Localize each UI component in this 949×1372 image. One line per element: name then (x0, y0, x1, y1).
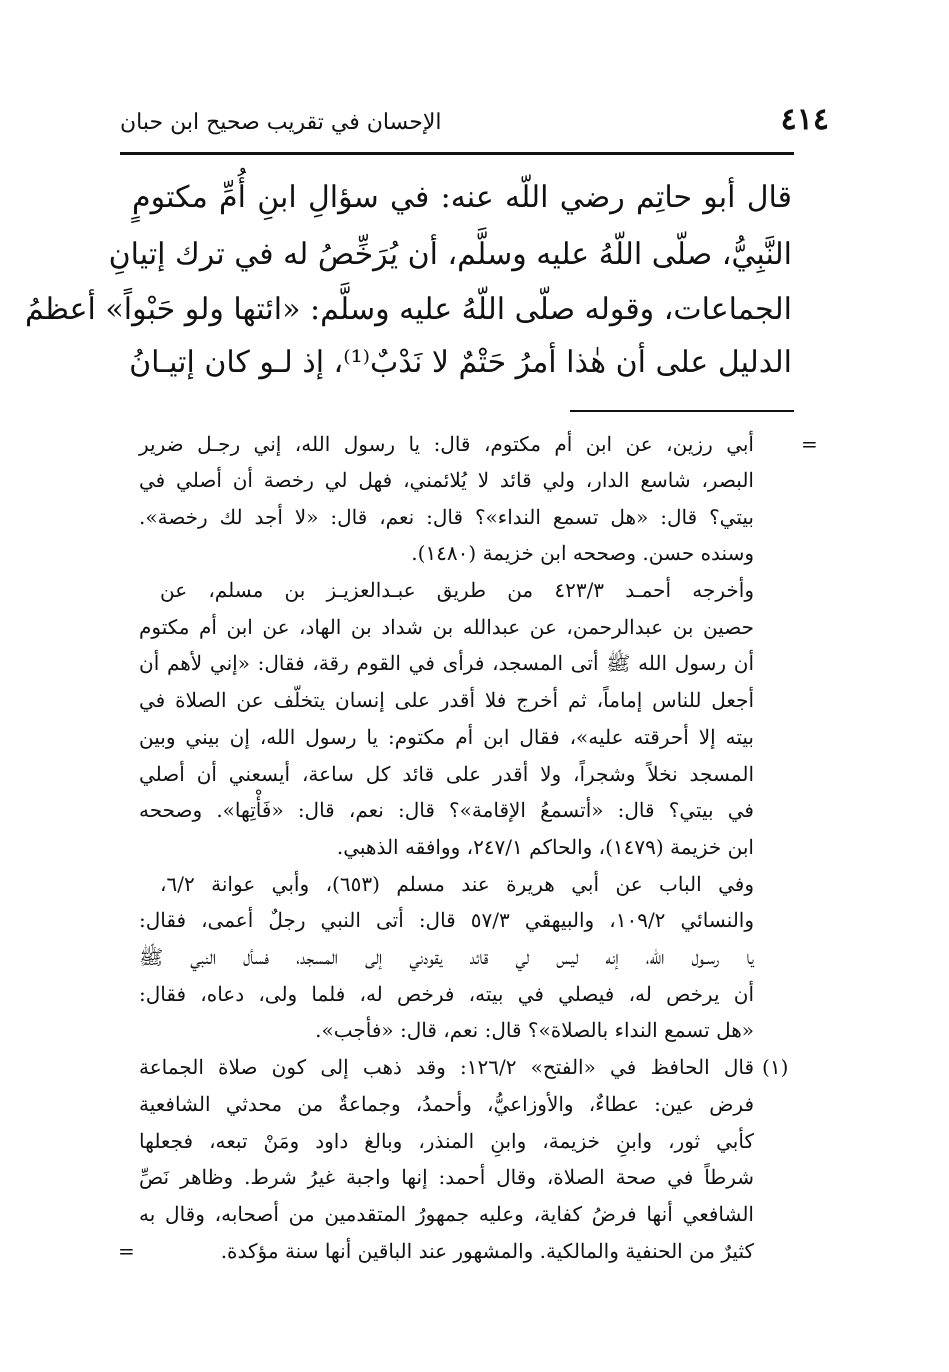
footnote-line: «هل تسمع النداء بالصلاة»؟ قال: نعم، قال: «فأجب». (315, 1018, 754, 1042)
footnote-line: أبي رزين، عن ابن أم مكتوم، قال: يا رسول الله، إني رجـل ضرير (139, 432, 754, 456)
header-divider (120, 152, 794, 155)
main-text-line: النَّبِيُّ، صلّى اللّهُ عليه وسلَّم، أن يُرَخِّصُ له في ترك إتيانِ (108, 237, 792, 272)
footnote-number: (١) (762, 1055, 789, 1079)
footnote-line: أن يرخص له، فيصلي في بيته، فرخص له، فلما ولى، دعاه، فقال: (139, 982, 754, 1006)
footnote-line: فرض عين: عطاءٌ، والأوزاعيُّ، وأحمدُ، وجماعةٌ من محدثي الشافعية (139, 1092, 754, 1116)
footnote-line: وسنده حسن. وصححه ابن خزيمة (١٤٨٠). (411, 541, 754, 565)
footnote-line: شرطاً في صحة الصلاة، وقال أحمد: إنها واجبة غيرُ شرط. وظاهر نَصِّ (139, 1165, 754, 1189)
footnote-line: ابن خزيمة (١٤٧٩)، والحاكم ٢٤٧/١، ووافقه الذهبي. (336, 835, 754, 859)
footnote-line: والنسائي ١٠٩/٢، والبيهقي ٥٧/٣ قال: أتى النبي رجلٌ أعمى، فقال: (139, 908, 755, 932)
footnote-line: الشافعي أنها فرضُ كفاية، وعليه جمهورُ المتقدمين من أصحابه، وقال به (139, 1202, 754, 1226)
page-number: ٤١٤ (780, 102, 829, 137)
footnote-line: يا رسـول الله، إنه ليس لي قائد يقودني إلى المسجد، فسأل النبي ﷺ (139, 945, 754, 969)
footnote-line: كثيرٌ من الحنفية والمالكية. والمشهور عند الباقين أنها سنة مؤكدة. (220, 1239, 754, 1263)
main-text-line: قال أبو حاتِم رضي اللّه عنه: في سؤالِ ابنِ أُمِّ مكتومٍ (132, 180, 792, 215)
footnote-line: البصر، شاسع الدار، ولي قائد لا يُلائمني، فهل لي رخصة أن أصلي في (139, 468, 754, 492)
footnote-line: كأبي ثور، وابنِ خزيمة، وابنِ المنذر، وبالغ داود ومَنْ تبعه، فجعلها (139, 1129, 754, 1153)
continuation-marker: = (801, 432, 818, 456)
footnote-line: قال الحافظ في «الفتح» ١٢٦/٢: وقد ذهب إلى كون صلاة الجماعة (139, 1055, 755, 1079)
footnote-line: المسجد نخلاً وشجراً، ولا أقدر على قائد كل ساعة، أيسعني أن أصلي (139, 762, 754, 786)
footnote-line: في بيتي؟ قال: «أتسمعُ الإقامة»؟ قال: نعم، قال: «فَأْتِها». وصححه (139, 798, 754, 822)
footnote-line: بيتي؟ قال: «هل تسمع النداء»؟ قال: نعم، قال: «لا أجد لك رخصة». (139, 505, 754, 529)
running-title: الإحسان في تقريب صحيح ابن حبان (120, 110, 442, 135)
footnote-line: أن رسول الله ﷺ أتى المسجد، فرأى في القوم رقة، فقال: «إني لأهم أن (139, 651, 754, 675)
footnote-line: وفي الباب عن أبي هريرة عند مسلم (٦٥٣)، وأبي عوانة ٦/٢، (160, 872, 754, 896)
main-text-line: الجماعات، وقوله صلّى اللّهُ عليه وسلَّم: «ائتها ولو حَبْواً» أعظمُ (25, 292, 792, 327)
continuation-marker: = (118, 1239, 135, 1263)
footnote-line: حصين بن عبدالرحمن، عن عبدالله بن شداد بن الهاد، عن ابن أم مكتوم (139, 615, 754, 639)
footnote-line: وأخرجه أحمـد ٤٢٣/٣ من طريق عبـدالعزيـز بن مسلم، عن (160, 578, 754, 602)
footnote-line: بيته إلا أحرقته عليه»، فقال ابن أم مكتوم: يا رسول الله، إن بيني وبين (139, 725, 754, 749)
footnote-divider (570, 410, 794, 412)
main-text-line: الدليل على أن هٰذا أمرُ حَتْمٌ لا نَدْبٌ⁽¹⁾، إذ لـو كان إتيـانُ (129, 345, 792, 380)
footnote-line: أجعل للناس إماماً، ثم أخرج فلا أقدر على إنسان يتخلّف عن الصلاة في (139, 688, 754, 712)
